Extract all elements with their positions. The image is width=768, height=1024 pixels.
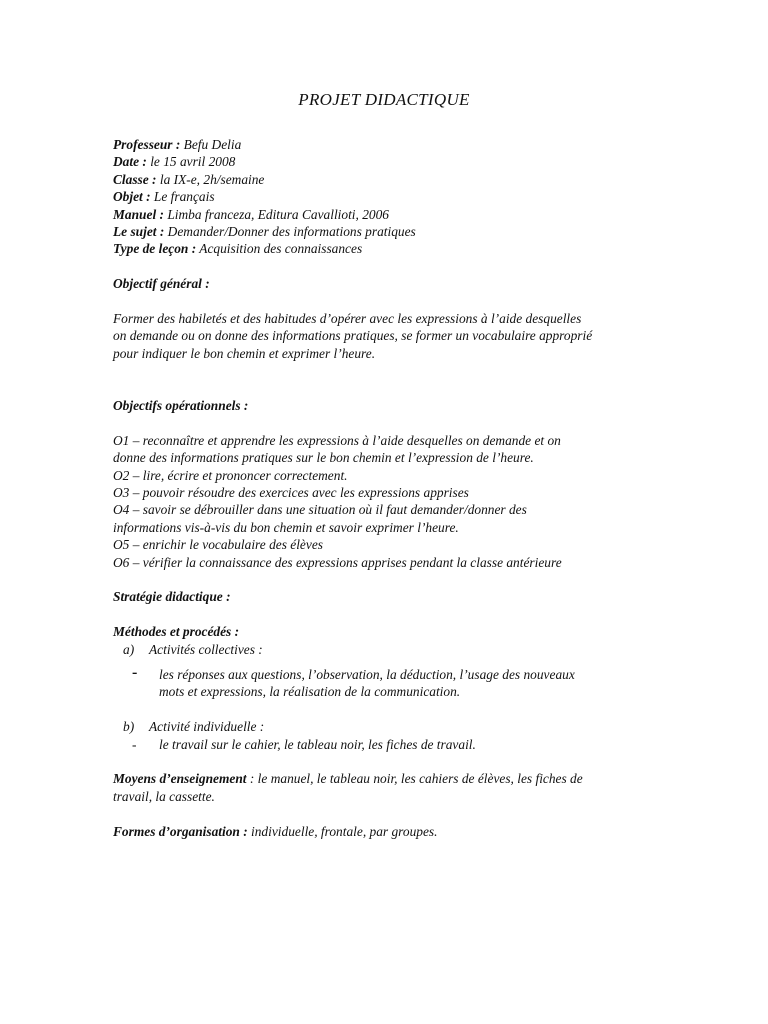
objet-label: Objet : bbox=[113, 189, 151, 205]
methode-a-line: les réponses aux questions, l’observation, la déduction, l’usage des nouveaux bbox=[159, 667, 575, 683]
objectifs-operationnels-heading: Objectifs opérationnels : bbox=[113, 398, 249, 414]
methode-b-label: Activité individuelle : bbox=[149, 719, 265, 735]
objectif-line: O5 – enrichir le vocabulaire des élèves bbox=[113, 537, 323, 553]
list-marker-a: a) bbox=[123, 641, 135, 657]
manuel-line bbox=[113, 206, 673, 223]
objectif-general-line: on demande ou on donne des informations pratiques, se former un vocabulaire approprié bbox=[113, 328, 593, 344]
spacer bbox=[113, 606, 673, 623]
objectif-general-line: Former des habiletés et des habitudes d’opérer avec les expressions à l’aide desquelles bbox=[113, 311, 582, 327]
objectif-line: O4 – savoir se débrouiller dans une situation où il faut demander/donner des bbox=[113, 502, 527, 518]
formes-value: individuelle, frontale, par groupes. bbox=[247, 823, 438, 839]
methode-a-label: Activités collectives : bbox=[149, 641, 263, 657]
moyens-label: Moyens d’enseignement bbox=[113, 771, 247, 787]
formes-line bbox=[113, 823, 673, 840]
type-value: Acquisition des connaissances bbox=[196, 241, 363, 257]
moyens-value: : le manuel, le tableau noir, les cahiers de élèves, les fiches de bbox=[246, 771, 583, 787]
page-title: PROJET DIDACTIQUE bbox=[298, 90, 470, 109]
sujet-line bbox=[113, 223, 673, 240]
spacer bbox=[113, 753, 673, 770]
moyens-line bbox=[113, 770, 673, 787]
objet-value: Le français bbox=[150, 189, 215, 205]
spacer bbox=[113, 571, 673, 588]
manuel-label: Manuel : bbox=[113, 206, 164, 222]
professeur-label: Professeur : bbox=[113, 137, 181, 152]
formes-label: Formes d’organisation : bbox=[113, 823, 248, 839]
type-line bbox=[113, 240, 673, 257]
objectif-line: O6 – vérifier la connaissance des expressions apprises pendant la classe antérieure bbox=[113, 554, 562, 570]
objectif-line: O3 – pouvoir résoudre des exercices avec les expressions apprises bbox=[113, 485, 469, 501]
spacer bbox=[113, 658, 673, 666]
date-label: Date : bbox=[113, 154, 147, 170]
spacer bbox=[113, 293, 673, 310]
objectif-general-heading: Objectif général : bbox=[113, 276, 210, 292]
classe-value: la IX-e, 2h/semaine bbox=[156, 171, 265, 187]
manuel-value: Limba franceza, Editura Cavallioti, 2006 bbox=[163, 206, 390, 222]
date-line bbox=[113, 153, 673, 170]
objectif-line: O1 – reconnaître et apprendre les expressions à l’aide desquelles on demande et on bbox=[113, 432, 561, 448]
methode-a-bullet bbox=[113, 666, 673, 701]
date-value: le 15 avril 2008 bbox=[146, 154, 236, 170]
professeur-line bbox=[113, 136, 673, 153]
methode-b-line: le travail sur le cahier, le tableau noir, les fiches de travail. bbox=[159, 736, 476, 752]
spacer bbox=[113, 701, 673, 718]
objectif-line: informations vis-à-vis du bon chemin et savoir exprimer l’heure. bbox=[113, 519, 459, 535]
dash-bullet: - bbox=[132, 664, 138, 682]
dash-bullet: - bbox=[132, 736, 137, 752]
moyens-line-2: travail, la cassette. bbox=[113, 788, 215, 804]
document-body bbox=[113, 136, 673, 840]
professeur-value: Befu Delia bbox=[180, 137, 242, 152]
spacer bbox=[113, 805, 673, 822]
objectif-line: donne des informations pratiques sur le bon chemin et l’expression de l’heure. bbox=[113, 450, 534, 466]
type-label: Type de leçon : bbox=[113, 241, 197, 257]
spacer bbox=[113, 362, 673, 379]
sujet-label: Le sujet : bbox=[113, 224, 165, 240]
objet-line bbox=[113, 188, 673, 205]
spacer bbox=[113, 380, 673, 397]
methode-a-item bbox=[113, 641, 673, 658]
methodes-heading: Méthodes et procédés : bbox=[113, 624, 240, 640]
spacer bbox=[113, 258, 673, 275]
objectif-general-line: pour indiquer le bon chemin et exprimer l’heure. bbox=[113, 345, 376, 361]
objectif-line: O2 – lire, écrire et prononcer correctement. bbox=[113, 467, 348, 483]
strategie-heading: Stratégie didactique : bbox=[113, 589, 231, 605]
spacer bbox=[113, 414, 673, 431]
classe-line bbox=[113, 171, 673, 188]
sujet-value: Demander/Donner des informations pratiques bbox=[164, 224, 416, 240]
classe-label: Classe : bbox=[113, 171, 157, 187]
list-marker-b: b) bbox=[123, 719, 135, 735]
methode-a-line: mots et expressions, la réalisation de la communication. bbox=[159, 684, 461, 700]
methode-b-item bbox=[113, 718, 673, 735]
methode-b-bullet bbox=[113, 736, 673, 753]
